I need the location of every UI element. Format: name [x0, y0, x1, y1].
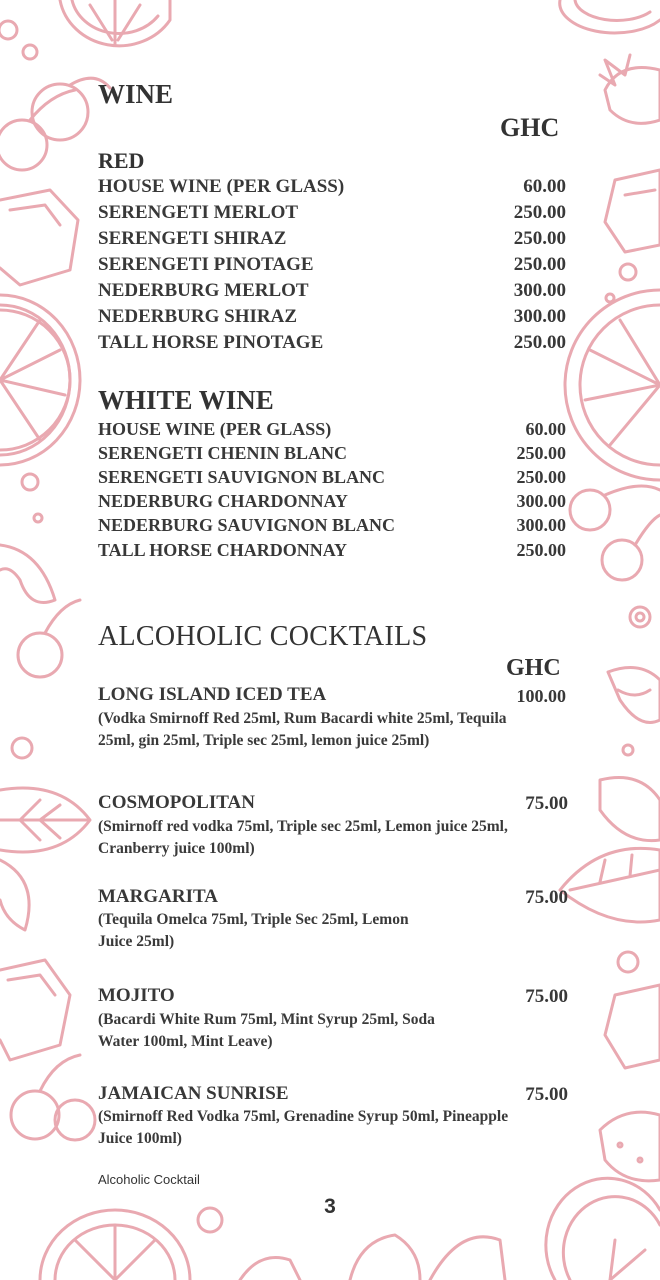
wine-item-price: 250.00: [513, 202, 566, 223]
wine-item-name: SERENGETI MERLOT: [98, 202, 299, 223]
cocktails-section-title: ALCOHOLIC COCKTAILS: [98, 621, 428, 652]
orange-slice-icon: [40, 1208, 222, 1280]
footer-section-label: Alcoholic Cocktail: [98, 1172, 200, 1187]
wine-item-price: 250.00: [513, 332, 566, 353]
wine-currency-label: GHC: [500, 113, 560, 142]
wine-item-name: NEDERBURG SHIRAZ: [98, 306, 298, 327]
white-wine-subtitle: WHITE WINE: [98, 385, 274, 415]
wine-item-price: 300.00: [516, 491, 566, 511]
cocktail-name: COSMOPOLITAN: [98, 792, 255, 813]
lemon-slice-icon: [565, 290, 660, 480]
cocktail-description: (Tequila Omelca 75ml, Triple Sec 25ml, Lemon Juice 25ml): [98, 911, 409, 950]
ice-cube-icon: [0, 960, 70, 1060]
wine-item-name: TALL HORSE PINOTAGE: [98, 332, 324, 353]
lemon-slice-icon: [0, 295, 80, 465]
wine-item-name: SERENGETI SAUVIGNON BLANC: [98, 467, 386, 487]
wine-item-price: 250.00: [516, 443, 566, 463]
ice-cube-icon: [605, 985, 660, 1068]
lemon-slice-icon: [60, 0, 170, 46]
wine-item-name: NEDERBURG CHARDONNAY: [98, 491, 348, 511]
cocktail-description: (Smirnoff red vodka 75ml, Triple sec 25ml, Lemon juice 25ml, Cranberry juice 100ml): [98, 818, 508, 857]
wine-item-price: 250.00: [513, 254, 566, 275]
orange-slice-icon: [546, 1178, 660, 1280]
wine-item-name: NEDERBURG SAUVIGNON BLANC: [98, 515, 396, 535]
strawberry-icon: [600, 55, 660, 123]
wine-item-name: HOUSE WINE (PER GLASS): [98, 419, 332, 439]
cocktail-description: (Bacardi White Rum 75ml, Mint Syrup 25ml, Soda Water 100ml, Mint Leave): [98, 1011, 435, 1050]
wine-item-price: 250.00: [513, 228, 566, 249]
mint-leaf-icon: [0, 788, 90, 930]
wine-item-price: 300.00: [513, 306, 566, 327]
wine-item-name: SERENGETI PINOTAGE: [98, 254, 314, 275]
cocktail-price: 100.00: [516, 686, 566, 706]
wine-item-price: 250.00: [516, 540, 566, 560]
wine-item-name: SERENGETI CHENIN BLANC: [98, 443, 348, 463]
ice-cube-icon: [605, 170, 660, 252]
cocktails-currency-label: GHC: [506, 655, 561, 681]
cocktail-name: JAMAICAN SUNRISE: [98, 1083, 289, 1104]
wine-item-name: HOUSE WINE (PER GLASS): [98, 176, 345, 197]
cocktail-name: MOJITO: [98, 985, 175, 1006]
wine-item-name: NEDERBURG MERLOT: [98, 280, 309, 301]
wine-section-title: WINE: [98, 79, 174, 109]
cherry-icon: [12, 600, 80, 758]
orange-slice-icon: [560, 0, 660, 33]
red-wine-subtitle: RED: [98, 148, 145, 173]
cocktail-price: 75.00: [525, 887, 568, 908]
cherry-icon: [0, 21, 110, 170]
cocktail-price: 75.00: [525, 793, 568, 814]
page-number: 3: [324, 1195, 336, 1218]
cocktail-price: 75.00: [525, 986, 568, 1007]
cocktail-price: 75.00: [525, 1084, 568, 1105]
ice-cube-icon: [0, 190, 78, 285]
cocktail-description: (Vodka Smirnoff Red 25ml, Rum Bacardi white 25ml, Tequila 25ml, gin 25ml, Triple sec 25ml, lemon juice 25ml): [98, 710, 507, 749]
wine-item-price: 300.00: [513, 280, 566, 301]
wine-item-price: 250.00: [516, 467, 566, 487]
wine-item-name: SERENGETI SHIRAZ: [98, 228, 287, 249]
cherry-icon: [570, 486, 660, 580]
mint-leaf-icon: [560, 778, 660, 923]
wine-item-name: TALL HORSE CHARDONNAY: [98, 540, 348, 560]
cocktail-name: LONG ISLAND ICED TEA: [98, 684, 327, 705]
wine-item-price: 300.00: [516, 515, 566, 535]
wine-item-price: 60.00: [525, 419, 566, 439]
strawberry-icon: [600, 1112, 660, 1181]
wine-item-price: 60.00: [523, 176, 566, 197]
cherry-icon: [11, 1055, 95, 1140]
cocktail-description: (Smirnoff Red Vodka 75ml, Grenadine Syrup 50ml, Pineapple Juice 100ml): [98, 1108, 509, 1147]
cocktail-name: MARGARITA: [98, 886, 218, 907]
